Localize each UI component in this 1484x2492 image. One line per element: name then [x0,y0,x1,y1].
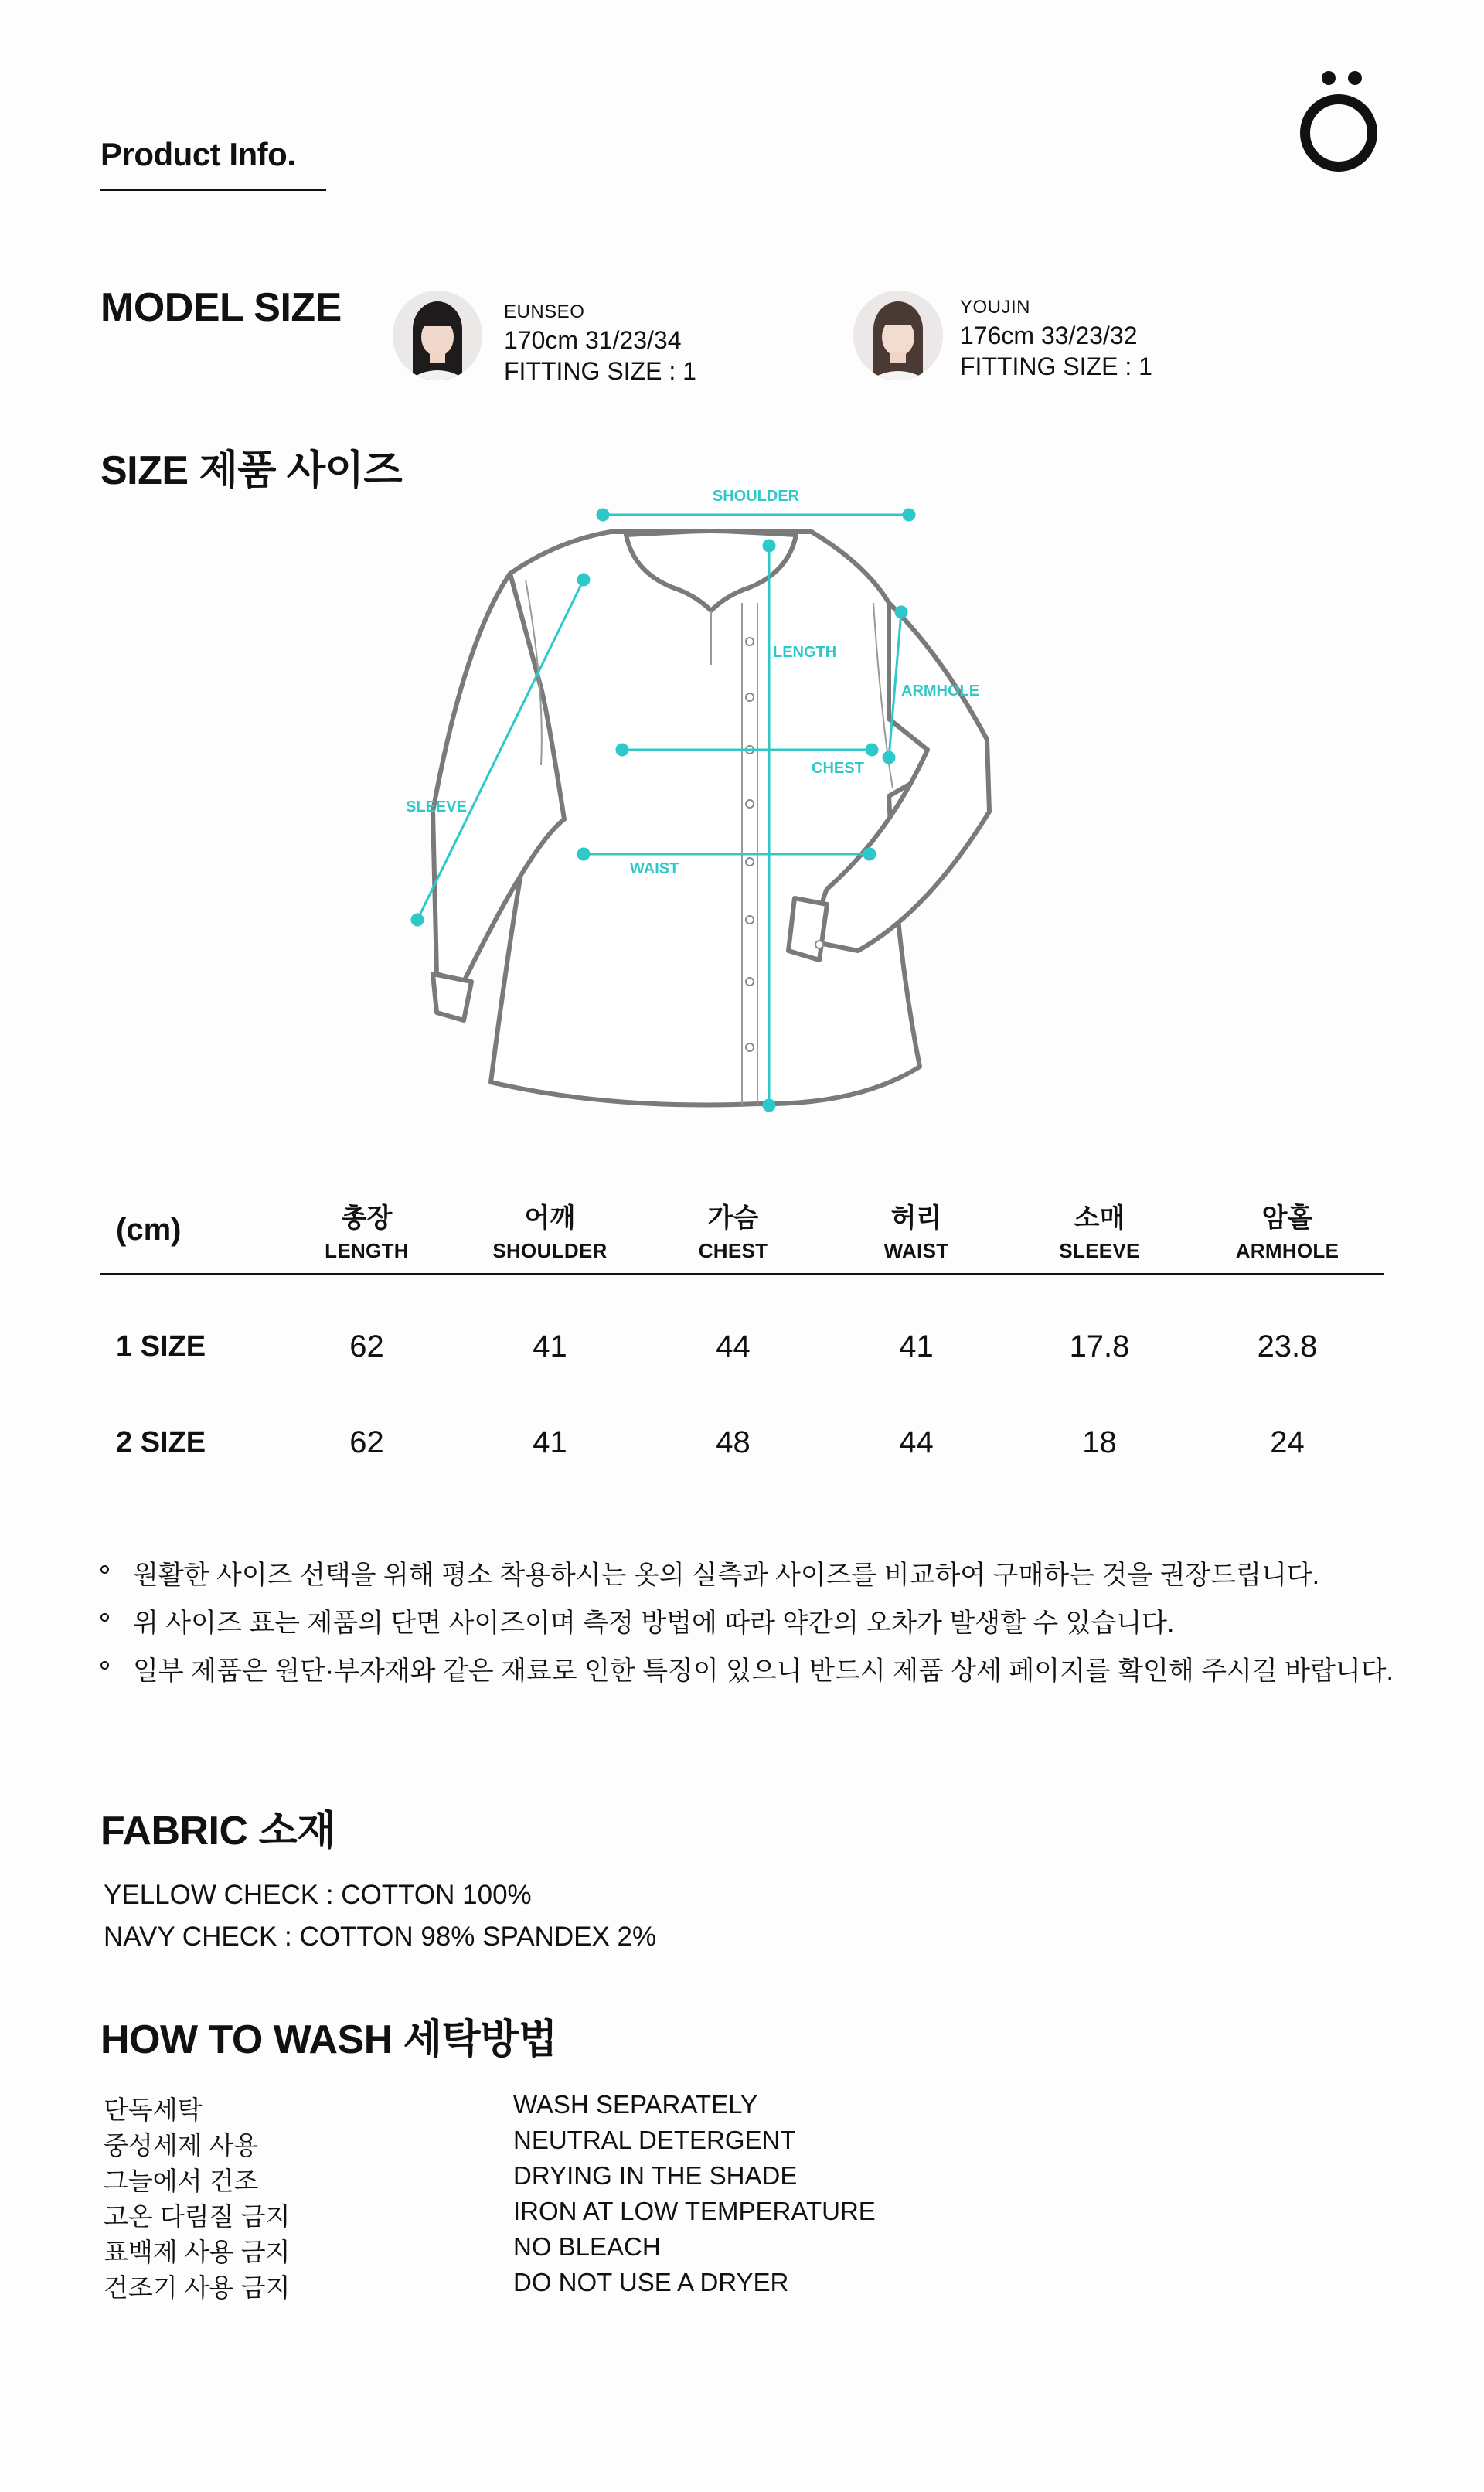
left-cuff [433,974,471,1020]
bullet-icon [100,1661,109,1670]
cell-waist: 41 [899,1329,934,1364]
cell-chest: 44 [716,1329,751,1364]
size-table [100,1187,1384,1490]
wash-ko: 중성세제 사용 [104,2131,259,2160]
title-underline [100,189,326,191]
note-item: 일부 제품은 원단·부자재와 같은 재료로 인한 특징이 있으니 반드시 제품 상세 페이지를 확인해 주시길 바랍니다. [100,1649,1394,1697]
wash-en: DO NOT USE A DRYER [513,2268,789,2296]
right-cuff [788,898,827,960]
cell-sleeve: 17.8 [1069,1329,1130,1364]
fabric-line: YELLOW CHECK : COTTON 100% [104,1880,532,1910]
size-notes [100,1554,1394,1697]
wash-ko: 단독세탁 [104,2095,203,2124]
fabric-line: NAVY CHECK : COTTON 98% SPANDEX 2% [104,1922,657,1952]
cell-length: 62 [349,1329,384,1364]
model-portrait-eunseo [393,291,482,380]
model-size-title: MODEL SIZE [100,285,342,330]
cell-shoulder: 41 [533,1425,567,1459]
note-item: 위 사이즈 표는 제품의 단면 사이즈이며 측정 방법에 따라 약간의 오차가 발생할 수 있습니다. [100,1602,1394,1649]
label-armhole: ARMHOLE [901,683,980,700]
cell-armhole: 24 [1270,1425,1305,1459]
col-header-chest: 가슴 CHEST [642,1187,825,1274]
wash-ko: 고온 다림질 금지 [104,2202,291,2231]
col-header-waist: 허리 WAIST [825,1187,1008,1274]
row-label: 1 SIZE [116,1330,206,1363]
cell-sleeve: 18 [1082,1425,1117,1459]
table-row [100,1274,1384,1394]
shirt-measurement-diagram [386,487,1005,1129]
col-header-sleeve: 소매 SLEEVE [1008,1187,1191,1274]
model-avatar-youjin [853,291,943,380]
model-avatar-eunseo [393,291,482,380]
page-title: Product Info. [100,136,296,172]
wash-en: NEUTRAL DETERGENT [513,2126,796,2154]
logo-ring [1300,94,1377,172]
col-header-shoulder: 어깨 SHOULDER [458,1187,642,1274]
label-shoulder: SHOULDER [712,488,800,505]
bullet-icon [100,1613,109,1622]
wash-ko: 그늘에서 건조 [104,2167,259,2195]
brand-logo [1291,62,1399,178]
label-chest: CHEST [812,760,864,777]
fabric-title: FABRIC 소재 [100,1809,335,1854]
size-table-header [100,1187,1384,1274]
row-label: 2 SIZE [116,1425,206,1459]
wash-en: IRON AT LOW TEMPERATURE [513,2197,876,2225]
model-fitting-youjin: FITTING SIZE : 1 [960,352,1152,380]
table-row [100,1394,1384,1490]
model-name-youjin: YOUJIN [960,297,1031,318]
wash-en: DRYING IN THE SHADE [513,2161,798,2190]
label-length: LENGTH [773,644,837,661]
unit-header: (cm) [100,1187,275,1274]
label-waist: WAIST [630,860,679,877]
cell-chest: 48 [716,1425,751,1459]
cell-shoulder: 41 [533,1329,567,1364]
cell-armhole: 23.8 [1257,1329,1318,1364]
wash-ko: 건조기 사용 금지 [104,2273,291,2302]
logo-dot-right [1348,71,1362,85]
cell-waist: 44 [899,1425,934,1459]
bullet-icon [100,1565,109,1574]
wash-en: WASH SEPARATELY [513,2090,758,2119]
model-measure-youjin: 176cm 33/23/32 [960,322,1138,349]
col-header-armhole: 암홀 ARMHOLE [1191,1187,1384,1274]
cell-length: 62 [349,1425,384,1459]
model-name-eunseo: EUNSEO [504,301,585,322]
size-section-title: SIZE 제품 사이즈 [100,448,403,493]
model-fitting-eunseo: FITTING SIZE : 1 [504,357,696,385]
wash-title: HOW TO WASH 세탁방법 [100,2017,557,2062]
label-sleeve: SLEEVE [406,798,467,815]
wash-en: NO BLEACH [513,2232,661,2261]
logo-dot-left [1322,71,1336,85]
model-portrait-youjin [853,291,943,380]
wash-ko: 표백제 사용 금지 [104,2238,291,2266]
note-item: 원활한 사이즈 선택을 위해 평소 착용하시는 옷의 실측과 사이즈를 비교하여 구매하는 것을 권장드립니다. [100,1554,1394,1602]
col-header-length: 총장 LENGTH [275,1187,458,1274]
model-measure-eunseo: 170cm 31/23/34 [504,326,682,354]
